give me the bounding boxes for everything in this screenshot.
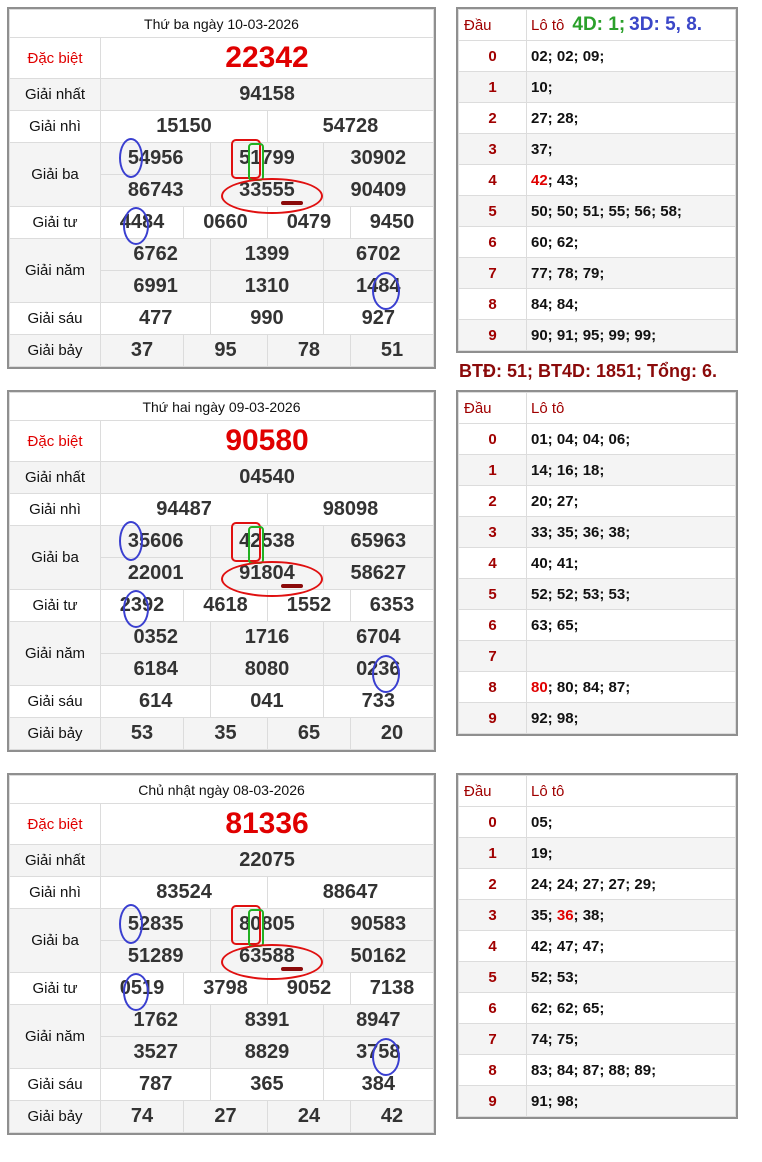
loto-row: [459, 703, 736, 734]
fifth-prize-number: 3758: [323, 1037, 433, 1069]
loto-highlight-value: 36: [556, 906, 574, 924]
sixth-prize-number: 041: [211, 686, 323, 718]
loto-value: 84; 84;: [531, 295, 579, 313]
fourth-prize-number: 0479: [267, 207, 350, 239]
sixth-prize-number: 927: [323, 303, 433, 335]
seventh-prize-number: 24: [268, 1101, 351, 1133]
seventh-prize-number: 53: [101, 718, 184, 750]
loto-values: [527, 703, 736, 734]
loto-value: 10;: [531, 78, 553, 96]
loto-values: [527, 517, 736, 548]
loto-values: [527, 134, 736, 165]
loto-row: [459, 103, 736, 134]
loto-values: [527, 548, 736, 579]
loto-values: [527, 672, 736, 703]
dau-digit: 1: [459, 455, 527, 486]
label-giai-nhat: Giải nhất: [10, 79, 101, 111]
loto-row: [459, 165, 736, 196]
fifth-prize-number: 1484: [323, 271, 433, 303]
loto-value: 74; 75;: [531, 1030, 579, 1048]
second-prize-number: 94487: [101, 494, 268, 526]
fifth-prize-number: 8947: [323, 1005, 433, 1037]
dau-digit: 5: [459, 579, 527, 610]
loto-row: [459, 838, 736, 869]
fourth-prize-number: 0660: [184, 207, 268, 239]
third-prize-number: 52835: [101, 909, 211, 941]
fourth-prize-number: 2392: [101, 590, 184, 622]
loto-values: [527, 579, 736, 610]
third-prize-number: 51799: [211, 143, 323, 175]
label-giai-bay: Giải bảy: [10, 718, 101, 750]
sixth-prize-number: 787: [101, 1069, 211, 1101]
special-prize-number: 81336: [101, 804, 434, 845]
dau-digit: 2: [459, 486, 527, 517]
loto-value: 27; 28;: [531, 109, 579, 127]
label-giai-nhat: Giải nhất: [10, 462, 101, 494]
seventh-prize-number: 27: [184, 1101, 268, 1133]
loto-row: [459, 134, 736, 165]
seventh-prize-number: 37: [101, 335, 184, 367]
label-giai-tu: Giải tư: [10, 590, 101, 622]
fifth-prize-number: 6184: [101, 654, 211, 686]
dau-digit: 6: [459, 993, 527, 1024]
dau-digit: 8: [459, 289, 527, 320]
loto-value: 33; 35; 36; 38;: [531, 523, 631, 541]
loto-values: [527, 1024, 736, 1055]
sixth-prize-number: 990: [211, 303, 323, 335]
results-panel: [7, 390, 436, 752]
fourth-prize-number: 4484: [101, 207, 184, 239]
loto-highlight-value: 80: [531, 678, 548, 696]
third-prize-number: 58627: [323, 558, 433, 590]
dau-digit: 5: [459, 962, 527, 993]
fifth-prize-number: 1762: [101, 1005, 211, 1037]
dau-digit: 1: [459, 838, 527, 869]
sixth-prize-number: 614: [101, 686, 211, 718]
dau-digit: 6: [459, 610, 527, 641]
loto-row: [459, 1024, 736, 1055]
loto-row: [459, 289, 736, 320]
loto-row: [459, 579, 736, 610]
results-panel: [7, 7, 436, 369]
fifth-prize-number: 0352: [101, 622, 211, 654]
dau-digit: 9: [459, 703, 527, 734]
fifth-prize-number: 1310: [211, 271, 323, 303]
dau-digit: 2: [459, 103, 527, 134]
label-giai-ba: Giải ba: [10, 909, 101, 973]
loto-row: [459, 196, 736, 227]
label-giai-tu: Giải tư: [10, 973, 101, 1005]
draw-date: Thứ ba ngày 10-03-2026: [10, 10, 434, 38]
loto-row: [459, 641, 736, 672]
seventh-prize-number: 35: [184, 718, 268, 750]
loto-row: [459, 227, 736, 258]
loto-values: [527, 610, 736, 641]
seventh-prize-number: 74: [101, 1101, 184, 1133]
loto-values: [527, 931, 736, 962]
sixth-prize-number: 477: [101, 303, 211, 335]
fourth-prize-number: 7138: [350, 973, 433, 1005]
label-dac-biet: Đặc biệt: [10, 421, 101, 462]
sixth-prize-number: 365: [211, 1069, 323, 1101]
loto-value: 92; 98;: [531, 709, 579, 727]
loto-3d-tag: 3D: 5, 8.: [629, 14, 703, 35]
loto-values: [527, 641, 736, 672]
loto-value: 62; 62; 65;: [531, 999, 605, 1017]
loto-values: [527, 258, 736, 289]
loto-values: [527, 455, 736, 486]
label-giai-nam: Giải năm: [10, 622, 101, 686]
fourth-prize-number: 3798: [184, 973, 268, 1005]
loto-value: 24; 24; 27; 27; 29;: [531, 875, 657, 893]
seventh-prize-number: 95: [184, 335, 268, 367]
fifth-prize-number: 3527: [101, 1037, 211, 1069]
loto-value: 42; 47; 47;: [531, 937, 605, 955]
loto-values: [527, 900, 736, 931]
label-giai-bay: Giải bảy: [10, 335, 101, 367]
label-giai-nhi: Giải nhì: [10, 877, 101, 909]
loto-value: 37;: [531, 140, 553, 158]
label-giai-nam: Giải năm: [10, 239, 101, 303]
loto-header: [527, 776, 736, 807]
dau-digit: 2: [459, 869, 527, 900]
label-giai-nhi: Giải nhì: [10, 111, 101, 143]
loto-row: [459, 807, 736, 838]
label-giai-sau: Giải sáu: [10, 1069, 101, 1101]
loto-value: ; 43;: [547, 171, 579, 189]
loto-row: [459, 672, 736, 703]
loto-values: [527, 486, 736, 517]
dau-digit: 5: [459, 196, 527, 227]
fifth-prize-number: 1399: [211, 239, 323, 271]
loto-value: 20; 27;: [531, 492, 579, 510]
loto-value: 52; 52; 53; 53;: [531, 585, 631, 603]
dau-digit: 0: [459, 807, 527, 838]
third-prize-number: 90583: [323, 909, 433, 941]
loto-values: [527, 165, 736, 196]
loto-row: [459, 424, 736, 455]
loto-value: ; 38;: [573, 906, 605, 924]
fifth-prize-number: 8391: [211, 1005, 323, 1037]
loto-value: 35;: [531, 906, 557, 924]
dau-header: Đầu: [459, 776, 527, 807]
loto-row: [459, 455, 736, 486]
label-giai-sau: Giải sáu: [10, 686, 101, 718]
loto-values: [527, 869, 736, 900]
loto-row: [459, 548, 736, 579]
dau-digit: 1: [459, 72, 527, 103]
sixth-prize-number: 733: [323, 686, 433, 718]
loto-values: [527, 41, 736, 72]
loto-panel: [456, 7, 738, 353]
dau-digit: 3: [459, 900, 527, 931]
dau-digit: 6: [459, 227, 527, 258]
loto-values: [527, 993, 736, 1024]
loto-values: [527, 320, 736, 351]
loto-header: [527, 393, 736, 424]
dau-digit: 8: [459, 672, 527, 703]
label-giai-sau: Giải sáu: [10, 303, 101, 335]
seventh-prize-number: 78: [267, 335, 350, 367]
fourth-prize-number: 9450: [350, 207, 433, 239]
loto-value: 63; 65;: [531, 616, 579, 634]
fifth-prize-number: 6762: [101, 239, 211, 271]
label-dac-biet: Đặc biệt: [10, 38, 101, 79]
loto-value: 77; 78; 79;: [531, 264, 605, 282]
third-prize-number: 33555: [211, 175, 323, 207]
label-giai-nam: Giải năm: [10, 1005, 101, 1069]
loto-value: 40; 41;: [531, 554, 579, 572]
third-prize-number: 54956: [101, 143, 211, 175]
second-prize-number: 98098: [268, 494, 434, 526]
dau-digit: 0: [459, 41, 527, 72]
fourth-prize-number: 0519: [101, 973, 184, 1005]
results-panel: [7, 773, 436, 1135]
loto-row: [459, 41, 736, 72]
loto-values: [527, 807, 736, 838]
label-giai-nhat: Giải nhất: [10, 845, 101, 877]
fifth-prize-number: 1716: [211, 622, 323, 654]
dau-digit: 4: [459, 165, 527, 196]
loto-value: 90; 91; 95; 99; 99;: [531, 326, 657, 344]
second-prize-number: 88647: [268, 877, 434, 909]
dau-digit: 7: [459, 1024, 527, 1055]
second-prize-number: 83524: [101, 877, 268, 909]
loto-values: [527, 196, 736, 227]
summary-text: BTĐ: 51; BT4D: 1851; Tổng: 6.: [459, 361, 718, 381]
loto-row: [459, 610, 736, 641]
loto-value: 01; 04; 04; 06;: [531, 430, 631, 448]
third-prize-number: 42538: [211, 526, 323, 558]
seventh-prize-number: 42: [350, 1101, 433, 1133]
loto-values: [527, 838, 736, 869]
dau-digit: 0: [459, 424, 527, 455]
fourth-prize-number: 4618: [184, 590, 268, 622]
loto-value: 91; 98;: [531, 1092, 579, 1110]
loto-value: ; 80; 84; 87;: [547, 678, 631, 696]
sixth-prize-number: 384: [323, 1069, 433, 1101]
second-prize-number: 15150: [101, 111, 268, 143]
second-prize-number: 54728: [267, 111, 433, 143]
loto-row: [459, 258, 736, 289]
third-prize-number: 35606: [101, 526, 211, 558]
loto-row: [459, 320, 736, 351]
dau-digit: 7: [459, 258, 527, 289]
loto-header: [527, 10, 736, 41]
loto-value: 19;: [531, 844, 553, 862]
dau-header: Đầu: [459, 10, 527, 41]
label-giai-ba: Giải ba: [10, 526, 101, 590]
loto-panel: [456, 390, 738, 736]
loto-values: [527, 227, 736, 258]
loto-values: [527, 424, 736, 455]
fifth-prize-number: 0236: [323, 654, 433, 686]
loto-row: [459, 869, 736, 900]
fourth-prize-number: 9052: [268, 973, 351, 1005]
third-prize-number: 63588: [211, 941, 323, 973]
fifth-prize-number: 8080: [211, 654, 323, 686]
loto-value: 83; 84; 87; 88; 89;: [531, 1061, 657, 1079]
loto-panel: [456, 773, 738, 1119]
third-prize-number: 30902: [323, 143, 433, 175]
loto-value: 05;: [531, 813, 553, 831]
loto-values: [527, 289, 736, 320]
loto-row: [459, 1086, 736, 1117]
fourth-prize-number: 6353: [350, 590, 433, 622]
loto-values: [527, 962, 736, 993]
fourth-prize-number: 1552: [268, 590, 351, 622]
seventh-prize-number: 20: [350, 718, 433, 750]
first-prize-number: 04540: [101, 462, 434, 494]
loto-row: [459, 931, 736, 962]
loto-row: [459, 993, 736, 1024]
third-prize-number: 65963: [323, 526, 433, 558]
loto-header-label: Lô tô: [531, 399, 565, 417]
fifth-prize-number: 6702: [323, 239, 433, 271]
seventh-prize-number: 51: [350, 335, 433, 367]
label-giai-nhi: Giải nhì: [10, 494, 101, 526]
label-dac-biet: Đặc biệt: [10, 804, 101, 845]
loto-header-label: Lô tô: [531, 17, 565, 34]
loto-value: 02; 02; 09;: [531, 47, 605, 65]
third-prize-number: 50162: [323, 941, 433, 973]
loto-highlight-value: 42: [531, 171, 548, 189]
loto-row: [459, 962, 736, 993]
loto-row: [459, 72, 736, 103]
loto-row: [459, 1055, 736, 1086]
dau-digit: 9: [459, 1086, 527, 1117]
loto-value: 50; 50; 51; 55; 56; 58;: [531, 202, 682, 220]
fifth-prize-number: 8829: [211, 1037, 323, 1069]
loto-row: [459, 486, 736, 517]
third-prize-number: 86743: [101, 175, 211, 207]
special-prize-number: 22342: [101, 38, 434, 79]
loto-header-label: Lô tô: [531, 782, 565, 800]
loto-values: [527, 1086, 736, 1117]
loto-4d-tag: 4D: 1;: [572, 14, 626, 35]
draw-date: Thứ hai ngày 09-03-2026: [10, 393, 434, 421]
third-prize-number: 91804: [211, 558, 323, 590]
dau-header: Đầu: [459, 393, 527, 424]
fifth-prize-number: 6991: [101, 271, 211, 303]
dau-digit: 4: [459, 931, 527, 962]
first-prize-number: 22075: [101, 845, 434, 877]
label-giai-ba: Giải ba: [10, 143, 101, 207]
loto-values: [527, 72, 736, 103]
seventh-prize-number: 65: [268, 718, 351, 750]
dau-digit: 8: [459, 1055, 527, 1086]
loto-value: 14; 16; 18;: [531, 461, 605, 479]
special-prize-number: 90580: [101, 421, 434, 462]
loto-row: [459, 517, 736, 548]
third-prize-number: 51289: [101, 941, 211, 973]
third-prize-number: 80805: [211, 909, 323, 941]
draw-date: Chủ nhật ngày 08-03-2026: [10, 776, 434, 804]
dau-digit: 4: [459, 548, 527, 579]
loto-value: 52; 53;: [531, 968, 579, 986]
loto-values: [527, 103, 736, 134]
dau-digit: 9: [459, 320, 527, 351]
dau-digit: 3: [459, 517, 527, 548]
dau-digit: 7: [459, 641, 527, 672]
label-giai-bay: Giải bảy: [10, 1101, 101, 1133]
label-giai-tu: Giải tư: [10, 207, 101, 239]
third-prize-number: 22001: [101, 558, 211, 590]
loto-values: [527, 1055, 736, 1086]
first-prize-number: 94158: [101, 79, 434, 111]
loto-value: 60; 62;: [531, 233, 579, 251]
loto-row: [459, 900, 736, 931]
third-prize-number: 90409: [323, 175, 433, 207]
fifth-prize-number: 6704: [323, 622, 433, 654]
dau-digit: 3: [459, 134, 527, 165]
